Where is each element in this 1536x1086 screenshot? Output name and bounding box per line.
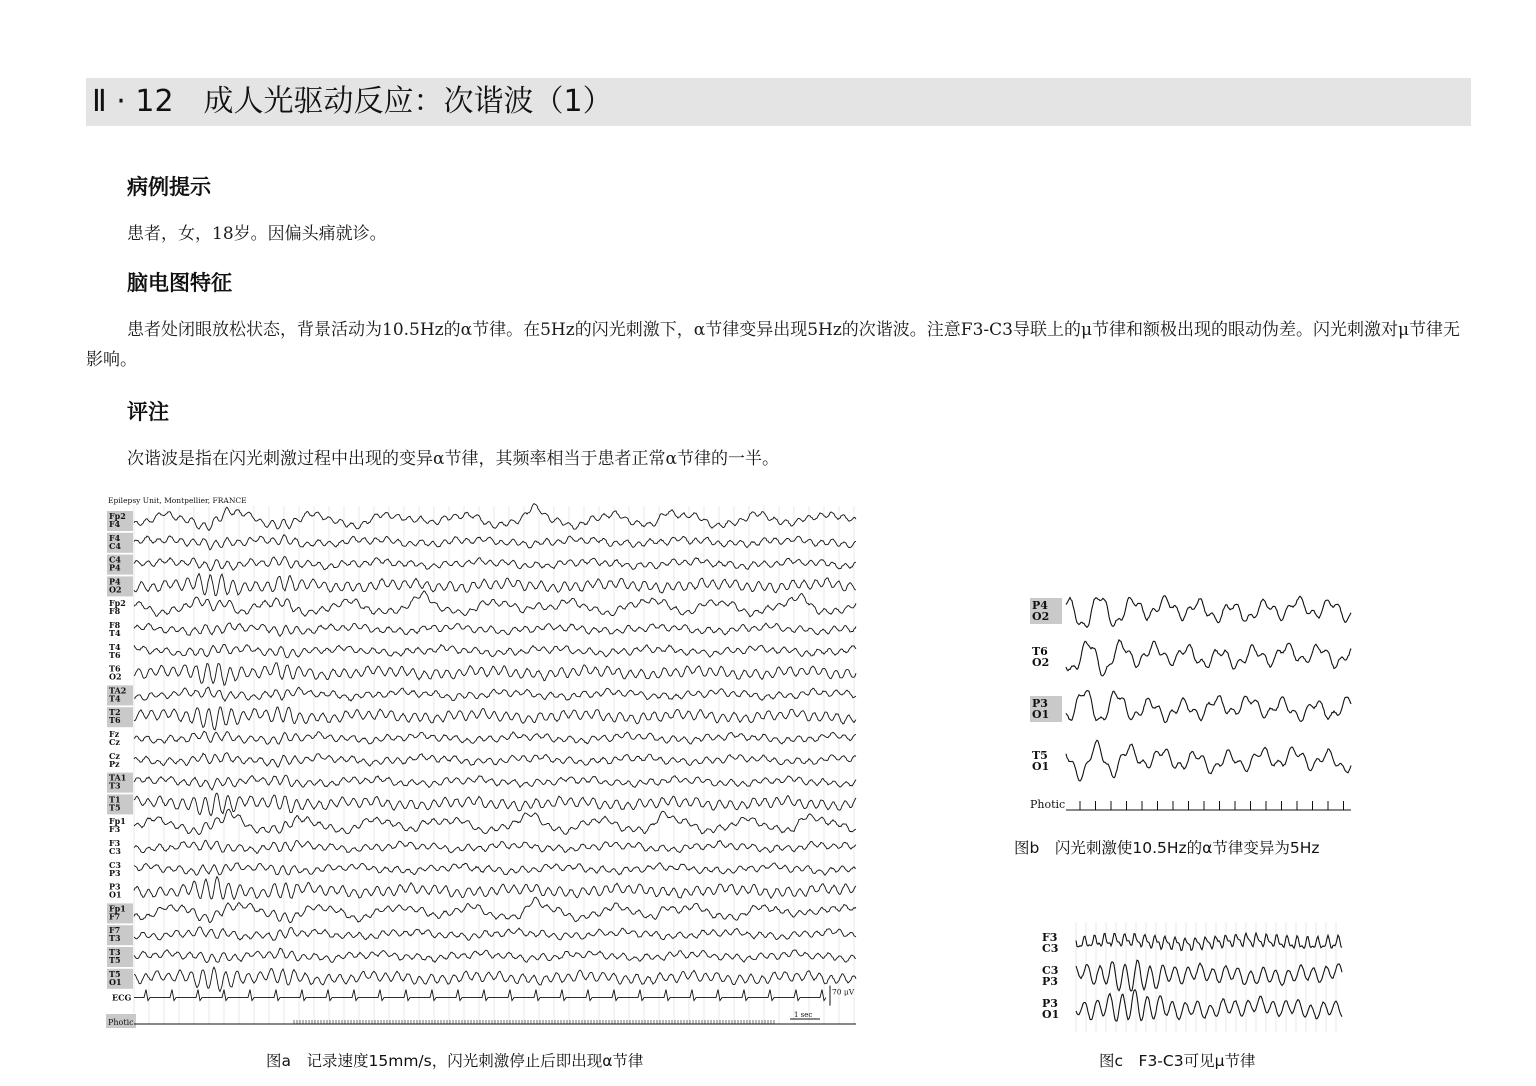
title-bar: [86, 78, 1471, 126]
figure-a-time-label: 1 sec: [794, 1011, 813, 1019]
figure-a-label-13-top: T1: [109, 794, 121, 805]
figure-a-label-4-top: Fp2: [109, 598, 126, 609]
figure-a-label-2-top: C4: [109, 554, 121, 565]
figure-c-label-1-top: C3: [1042, 964, 1059, 977]
figure-b-label-3-bottom: O1: [1032, 760, 1050, 773]
figure-a-label-7-bottom: O2: [109, 671, 122, 682]
figure-a-trace-0: [134, 504, 856, 531]
page-title: Ⅱ · 12 成人光驱动反应：次谐波（1）: [92, 84, 613, 119]
figure-b-trace-1: [1066, 640, 1351, 676]
figure-a-label-19: [107, 925, 133, 945]
figure-b-label-1-bottom: O2: [1032, 656, 1050, 669]
figure-a-label-2: [107, 555, 133, 575]
figure-b-caption: 图b 闪光刺激使10.5Hz的α节律变异为5Hz: [1014, 839, 1320, 857]
figure-c-label-0-bottom: C3: [1042, 942, 1059, 955]
figure-a-photic-label: Photic: [108, 1018, 134, 1027]
figure-b-label-2-top: P3: [1032, 697, 1048, 710]
case-text: 患者，女，18岁。因偏头痛就诊。: [127, 224, 387, 244]
figure-c-label-0-top: F3: [1042, 931, 1058, 944]
figure-c-label-0: [1042, 931, 1058, 955]
figure-a-trace-14: [134, 809, 856, 834]
figure-a-label-10-top: Fz: [109, 729, 120, 739]
figure-c-label-1: [1042, 964, 1058, 988]
eeg-text: 患者处闭眼放松状态，背景活动为10.5Hz的α节律。在5Hz的闪光刺激下，α节律变异出现5Hz的次谐波。注意F3-C3导联上的μ节律和额极出现的眼动伪差。闪光刺激对μ节律无影响。: [86, 320, 1461, 370]
figure-a-label-6: [109, 642, 121, 660]
figure-a-label-14-top: Fp1: [109, 816, 126, 827]
figure-a-trace-19: [134, 927, 856, 940]
figure-c-caption: 图c F3-C3可见μ节律: [1099, 1052, 1256, 1070]
figure-c-label-2-bottom: O1: [1042, 1008, 1060, 1021]
figure-a-trace-10: [134, 731, 856, 744]
figure-b-label-3-top: T5: [1032, 749, 1048, 762]
figure-c-label-1-bottom: P3: [1042, 975, 1058, 988]
figure-a-trace-21: [134, 967, 856, 991]
figure-a-label-14: [109, 816, 126, 834]
figure-b-label-1-top: T6: [1032, 645, 1048, 658]
figure-a-label-0-bottom: F4: [109, 519, 121, 529]
figure-a-label-9-bottom: T6: [109, 715, 121, 726]
figure-a-label-15-top: F3: [109, 838, 121, 848]
figure-a-label-16: [109, 860, 121, 878]
figure-a-label-1: [107, 533, 133, 553]
figure-a-label-9-top: T2: [109, 707, 121, 718]
figure-a-label-20-top: T3: [109, 947, 121, 957]
figure-a-label-11-top: Cz: [109, 750, 120, 761]
heading-comment: 评注: [127, 400, 169, 424]
figure-a-label-1-bottom: C4: [109, 540, 121, 551]
figure-c-eeg: [1036, 920, 1346, 1035]
figure-a-label-6-bottom: T6: [109, 649, 121, 660]
figure-a-trace-6: [134, 645, 856, 658]
figure-a-label-15: [109, 838, 121, 856]
figure-a-label-5: [109, 620, 121, 638]
figure-c-label-2: [1042, 997, 1059, 1021]
figure-b-label-0: [1030, 598, 1062, 624]
figure-a-label-16-top: C3: [109, 859, 121, 870]
figure-a-label-17-bottom: O1: [109, 889, 122, 900]
figure-a-label-14-bottom: F3: [109, 824, 121, 835]
figure-a-label-11: [109, 751, 120, 769]
figure-a-label-18-top: Fp1: [109, 903, 126, 914]
figure-a-trace-17: [134, 877, 856, 900]
figure-a-label-4-bottom: F8: [109, 606, 121, 617]
figure-a-amp-label: 70 μV: [832, 987, 855, 997]
figure-b-trace-2: [1066, 691, 1351, 723]
figure-a-trace-18: [134, 897, 856, 923]
figure-a-label-18-bottom: F7: [109, 911, 121, 922]
figure-a-trace-1: [134, 535, 856, 550]
figure-a-trace-16: [134, 863, 856, 876]
figure-a-label-1-top: F4: [109, 532, 121, 543]
figure-a-trace-7: [134, 663, 856, 686]
figure-a-label-8: [107, 685, 133, 705]
figure-a-label-6-top: T4: [109, 641, 121, 652]
figure-a-label-12-bottom: T3: [109, 780, 121, 791]
figure-a-label-12: [107, 773, 133, 793]
figure-a-label-8-bottom: T4: [109, 693, 121, 704]
figure-a-label-17: [109, 882, 122, 900]
figure-b-label-2: [1030, 696, 1062, 722]
figure-a-label-20: [107, 947, 133, 967]
figure-b-label-2-bottom: O1: [1032, 708, 1050, 721]
figure-a-ecg-label: ECG: [112, 992, 132, 1003]
figure-b-label-0-top: P4: [1032, 599, 1048, 612]
figure-a-label-20-bottom: T5: [109, 955, 121, 965]
figure-a-label-5-top: F8: [109, 620, 121, 630]
heading-eeg: 脑电图特征: [127, 271, 232, 295]
figure-a-label-4: [109, 598, 126, 616]
figure-a-label-3-bottom: O2: [109, 584, 122, 595]
figure-a-trace-15: [134, 840, 856, 853]
figure-a-caption: 图a 记录速度15mm/s，闪光刺激停止后即出现α节律: [266, 1052, 644, 1070]
figure-b-trace-3: [1066, 740, 1351, 781]
figure-a-label-13-bottom: T5: [109, 802, 121, 813]
figure-a-label-21-bottom: O1: [109, 976, 122, 987]
figure-c-label-2-top: P3: [1042, 997, 1058, 1010]
figure-b-label-0-bottom: O2: [1032, 610, 1050, 623]
figure-a-label-7-top: T6: [109, 663, 121, 674]
figure-b-label-3: [1032, 749, 1049, 773]
figure-a-ecg-trace: [134, 990, 826, 1001]
figure-a-label-18: [107, 903, 133, 923]
figure-a-label-3: [107, 576, 133, 596]
figure-a-label-10: [109, 729, 120, 747]
figure-a-label-9: [107, 707, 133, 727]
figure-a-trace-9: [134, 707, 856, 730]
figure-a-label-2-bottom: P4: [109, 562, 121, 573]
figure-a-label-13: [107, 794, 133, 814]
figure-a-trace-4: [134, 591, 856, 617]
heading-case: 病例提示: [127, 175, 211, 199]
figure-a-label-21: [107, 969, 133, 989]
figure-a-trace-11: [134, 753, 856, 768]
figure-a-label-3-top: P4: [109, 576, 121, 587]
figure-a-label-16-bottom: P3: [109, 867, 121, 878]
figure-b-label-1: [1032, 645, 1049, 669]
figure-a-trace-3: [134, 574, 856, 596]
figure-a-eeg: [104, 494, 860, 1036]
figure-a-source: Epilepsy Unit, Montpellier, FRANCE: [108, 496, 247, 505]
figure-a-label-17-top: P3: [109, 881, 121, 892]
figure-a-label-15-bottom: C3: [109, 846, 121, 856]
figure-a-label-7: [109, 664, 122, 682]
figure-a-label-0: [107, 511, 133, 531]
figure-b-photic-label: Photic: [1030, 798, 1066, 811]
figure-a-label-19-bottom: T3: [109, 933, 121, 944]
figure-b-eeg: [1026, 584, 1356, 824]
figure-a-trace-2: [134, 557, 856, 571]
figure-a-label-8-top: TA2: [109, 685, 127, 696]
figure-b-trace-0: [1066, 596, 1351, 628]
figure-a-label-10-bottom: Cz: [109, 737, 120, 747]
figure-a-trace-13: [134, 793, 856, 816]
figure-a-label-21-top: T5: [109, 968, 121, 979]
figure-a-trace-8: [134, 687, 856, 701]
figure-a-trace-20: [134, 948, 856, 962]
figure-a-label-0-top: Fp2: [109, 511, 126, 521]
comment-text: 次谐波是指在闪光刺激过程中出现的变异α节律，其频率相当于患者正常α节律的一半。: [127, 449, 779, 469]
figure-a-label-5-bottom: T4: [109, 628, 121, 638]
figure-a-trace-12: [134, 775, 856, 790]
figure-a-label-11-bottom: Pz: [109, 758, 120, 769]
figure-a-label-12-top: TA1: [109, 772, 127, 783]
figure-a-label-19-top: F7: [109, 925, 121, 936]
figure-a-trace-5: [134, 623, 856, 637]
